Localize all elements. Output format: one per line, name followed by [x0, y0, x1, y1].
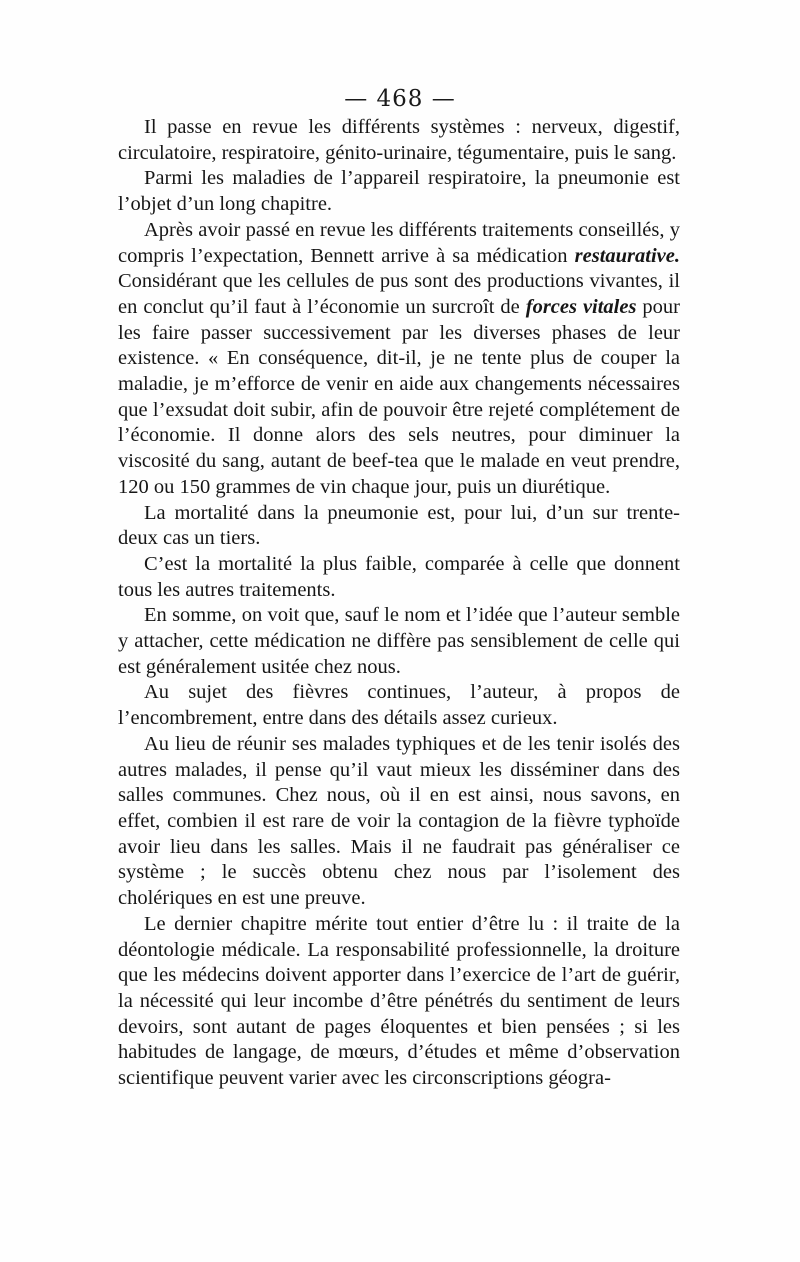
paragraph: Il passe en revue les différents systèmes : nerveux, digestif, circulatoire, respiratoire, génito-urinaire, tégumentaire, puis le sang. — [118, 116, 680, 164]
paragraph — [118, 218, 680, 501]
paragraph: En somme, on voit que, sauf le nom et l’idée que l’auteur semble y attacher, cette médication ne diffère pas sensiblement de celle qui est généralement usitée chez nous. — [118, 604, 680, 678]
paragraph-text: Considérant que les cellules de pus sont des productions vivantes, il en conclut qu’il faut à l’économie un surcroît de — [118, 270, 680, 318]
paragraph-text: Après avoir passé en revue les différents traitements conseillés, y compris l’expectation, Bennett arrive à sa médication — [118, 218, 680, 267]
page-number: — 468 — — [344, 86, 456, 112]
paragraph: Au lieu de réunir ses malades typhiques et de les tenir isolés des autres malades, il pense qu’il vaut mieux les disséminer dans des salles communes. Chez nous, où il en est ainsi, nous savons, en effet, combien il est rare de voir la contagion de la fièvre typhoïde avoir lieu dans les salles. Mais il ne faudrait pas généraliser ce système ; le succès obtenu chez nous par l’isolement des cholériques en est une preuve. — [118, 732, 680, 910]
body-text — [118, 115, 680, 1092]
paragraph: Parmi les maladies de l’appareil respiratoire, la pneumonie est l’objet d’un long chapitre. — [118, 167, 680, 216]
paragraph: Au sujet des fièvres continues, l’auteur, à propos de l’encombrement, entre dans des détails assez curieux. — [118, 681, 680, 730]
italic-term: forces vitales — [525, 295, 637, 318]
paragraph: C’est la mortalité la plus faible, comparée à celle que donnent tous les autres traitements. — [118, 552, 680, 601]
paragraph: Le dernier chapitre mérite tout entier d’être lu : il traite de la déontologie médicale. La responsabilité professionnelle, la droiture que les médecins doivent apporter dans l’exercice de l’art de guérir, la nécessité qui leur incombe d’être pénétrés du sentiment de leurs devoirs, sont autant de pages éloquentes et bien pensées ; si les habitudes de langage, de mœurs, d’études et même d’observation scientifique peuvent varier avec les circonscriptions géogra- — [118, 912, 680, 1090]
paragraph-text: pour les faire passer successivement par les diverses phases de leur existence. « En conséquence, dit-il, je ne tente plus de couper la maladie, je m’efforce de venir en aide aux changements nécessaires que l’exsudat doit subir, afin de pouvoir être rejeté complétement de l’économie. Il donne alors des sels neutres, pour diminuer la viscosité du sang, autant de beef-tea que le malade en veut prendre, 120 ou 150 grammes de vin chaque jour, puis un diurétique. — [118, 295, 681, 498]
italic-term: restaurative. — [574, 244, 680, 267]
paragraph: La mortalité dans la pneumonie est, pour lui, d’un sur trente-deux cas un tiers. — [118, 501, 680, 550]
